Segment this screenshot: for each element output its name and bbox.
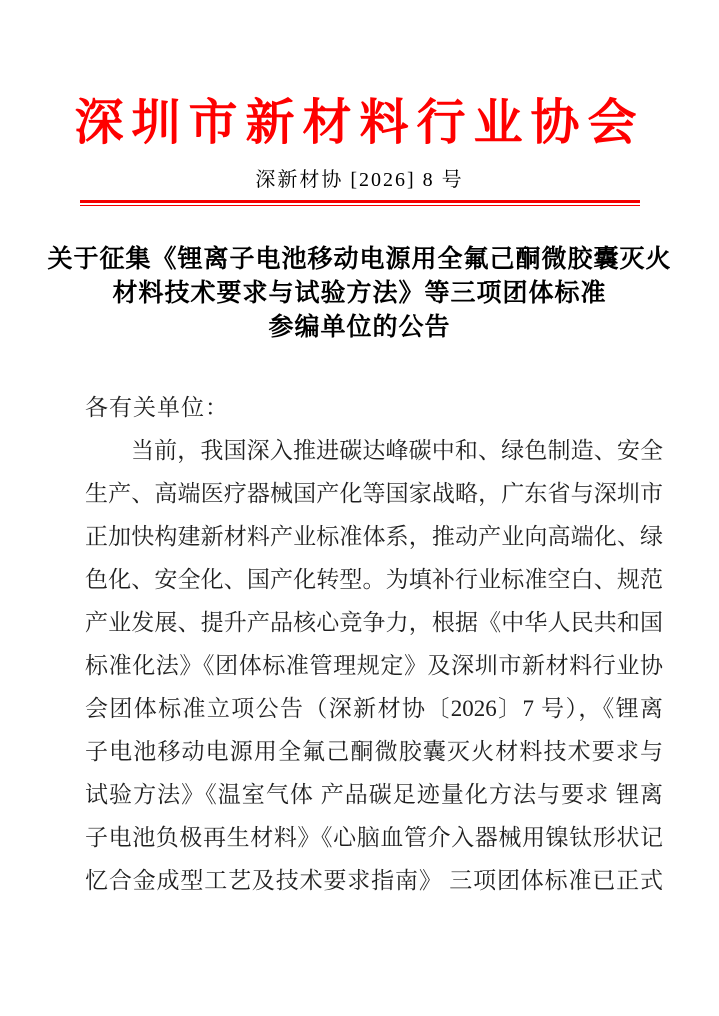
- org-name-header: 深圳市新材料行业协会: [74, 95, 645, 150]
- paragraph-line: 标准化法》《团体标准管理规定》及深圳市新材料行业协: [85, 653, 663, 678]
- paragraph-line: 忆合金成型工艺及技术要求指南》 三项团体标准已正式: [85, 868, 663, 893]
- title-line-3: 参编单位的公告: [268, 313, 451, 341]
- paragraph-line: 子电池负极再生材料》《心脑血管介入器械用镍钛形状记: [85, 825, 663, 850]
- paragraph-line: 色化、安全化、国产化转型。为填补行业标准空白、规范: [85, 567, 663, 592]
- doc-number: 深新材协 [2026] 8 号: [255, 169, 464, 191]
- red-divider-rule: [80, 200, 640, 206]
- title-line-1: 关于征集《锂离子电池移动电源用全氟己酮微胶囊灭火: [47, 245, 672, 273]
- paragraph-line: 生产、高端医疗器械国产化等国家战略，广东省与深圳市: [85, 481, 663, 506]
- paragraph-line: 正加快构建新材料产业标准体系，推动产业向高端化、绿: [85, 524, 663, 549]
- paragraph: [85, 429, 663, 902]
- document-body: [85, 386, 663, 902]
- paragraph-line: 产业发展、提升产品核心竞争力，根据《中华人民共和国: [85, 610, 663, 635]
- document-title: [0, 242, 719, 344]
- paragraph-line: 子电池移动电源用全氟己酮微胶囊灭火材料技术要求与: [85, 739, 663, 764]
- paragraph-line: 当前，我国深入推进碳达峰碳中和、绿色制造、安全: [131, 438, 663, 463]
- salutation: 各有关单位：: [85, 395, 229, 420]
- title-line-2: 材料技术要求与试验方法》等三项团体标准: [112, 279, 607, 307]
- paragraph-line: 会团体标准立项公告（深新材协〔2026〕7 号），《锂离: [85, 696, 663, 721]
- paragraph-line: 试验方法》《温室气体 产品碳足迹量化方法与要求 锂离: [85, 782, 663, 807]
